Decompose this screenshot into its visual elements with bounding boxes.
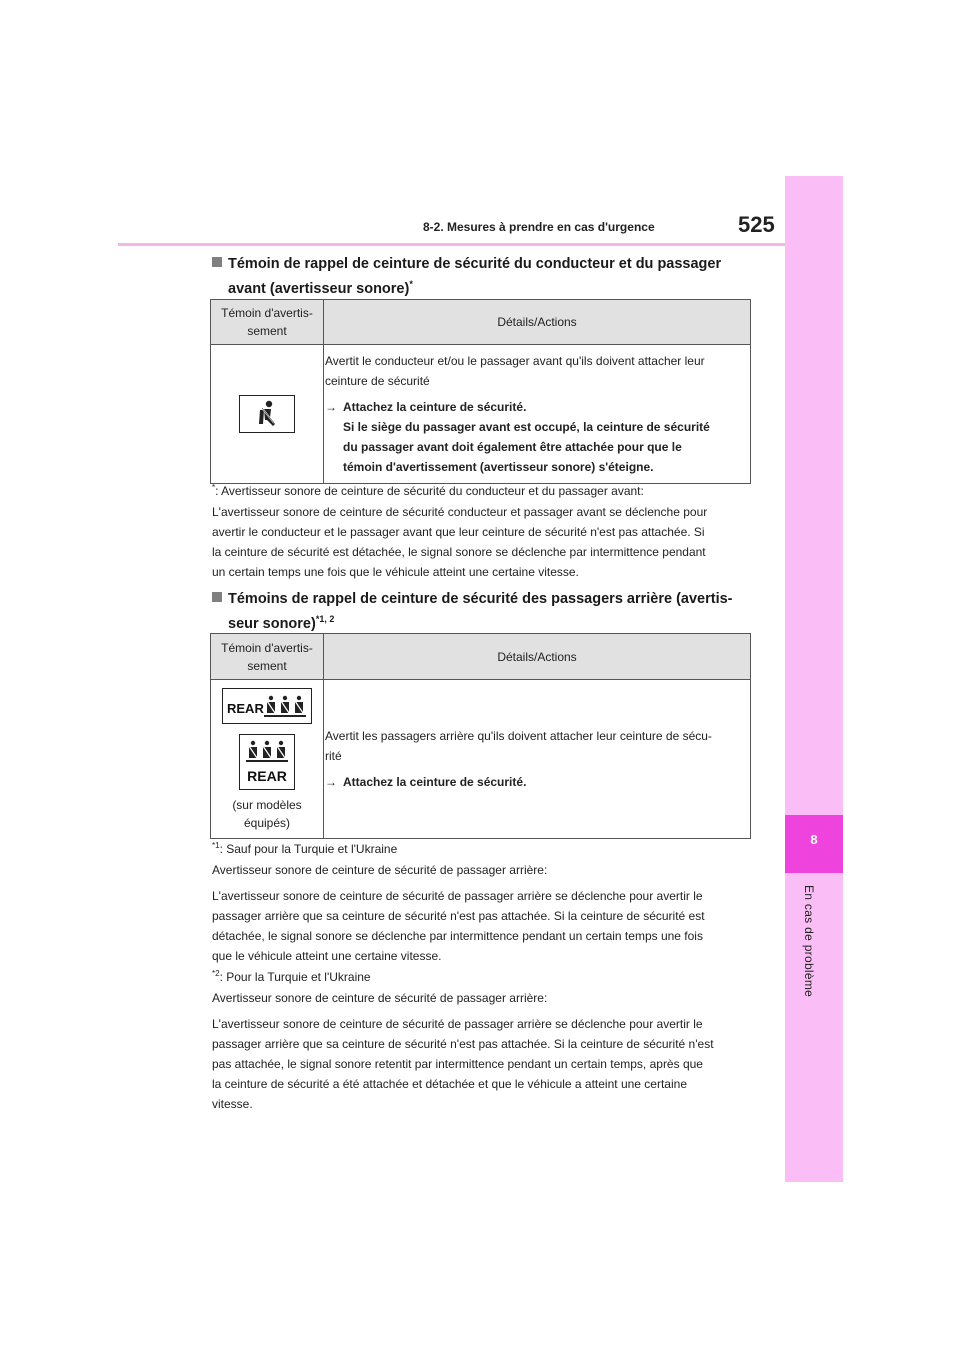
- chapter-title: En cas de problème: [802, 885, 816, 998]
- column-header-details: Détails/Actions: [324, 634, 751, 680]
- footnote-1-paragraph: L'avertisseur sonore de ceinture de sécurité de passager arrière se déclenche pour avertir le passager arrière que sa ceinture de sécurité n'est pas attachée. Si la ceinture de sécurité est détachée, le signal sonore se déclenche par intermittence pendant un certain temps une fois que le véhicule atteint une certaine vitesse.: [212, 889, 705, 963]
- column-header-icon: Témoin d'avertis- sement: [211, 300, 324, 345]
- footnote-mark: *: [409, 279, 413, 289]
- rear-seatbelt-icon-alt: [239, 734, 295, 790]
- arrow-icon: →: [325, 400, 337, 414]
- footnote-mark: *1, 2: [315, 614, 335, 624]
- warning-table-rear: [210, 633, 751, 839]
- footnote-2-subtitle: Avertisseur sonore de ceinture de sécurité de passager arrière:: [212, 991, 548, 1005]
- page-number: 525: [738, 212, 775, 237]
- column-header-icon: Témoin d'avertis- sement: [211, 634, 324, 680]
- section1-heading-line1: Témoin de rappel de ceinture de sécurité du conducteur et du passager: [228, 256, 722, 272]
- rear-seatbelt-icon: [222, 688, 312, 724]
- equipped-note: (sur modèles équipés): [232, 798, 302, 830]
- header-rule: [118, 243, 785, 246]
- footnote-front: *: Avertisseur sonore de ceinture de sécurité du conducteur et du passager avant:: [212, 483, 644, 498]
- chapter-sidebar: [785, 176, 843, 1182]
- footnote-2-paragraph: L'avertisseur sonore de ceinture de sécurité de passager arrière se déclenche pour avertir le passager arrière que sa ceinture de sécurité n'est pas attachée. Si la ceinture de sécurité n'est pas attachée, le signal sonore retentit par intermittence pendant un certain temps, après que la ceinture de sécurité a été attachée et détachée et que le véhicule a atteint une certaine vitesse.: [212, 1017, 714, 1111]
- footnote-2: $^{*2}$: Pour la Turquie et l'Ukraine: [212, 969, 371, 984]
- icon-cell: [211, 680, 324, 839]
- arrow-icon: →: [325, 775, 337, 789]
- paragraph-front: L'avertisseur sonore de ceinture de sécurité conducteur et passager avant se déclenche pour avertir le conducteur et le passager avant que leur ceinture de sécurité n'est pas attachée. Si la ceinture de sécurité est détachée, le signal sonore se déclenche par intermittence pendant un certain temps une fois que le véhicule atteint une certaine vitesse.: [212, 505, 708, 579]
- column-header-details: Détails/Actions: [324, 300, 751, 345]
- details-cell: Avertit les passagers arrière qu'ils doivent attacher leur ceinture de sécu- rité → Attachez la ceinture de sécurité.: [324, 680, 751, 839]
- section-title: 8-2. Mesures à prendre en cas d'urgence: [423, 220, 655, 234]
- seatbelt-reminder-icon: [239, 395, 295, 433]
- svg-text:REAR: REAR: [227, 701, 264, 716]
- section2-heading-line2: seur sonore): [228, 615, 316, 632]
- details-cell: Avertit le conducteur et/ou le passager avant qu'ils doivent attacher leur ceinture de sécurité → Attachez la ceinture de sécurité. Si le siège du passager avant est occupé, la ceinture de sécurité du passager avant doit également être attachée pour que le témoin d'avertissement (avertisseur sonore) s'éteigne.: [324, 345, 751, 484]
- icon-cell: [211, 345, 324, 484]
- section2-heading-line1: Témoins de rappel de ceinture de sécurité des passagers arrière (avertis-: [228, 591, 733, 607]
- section1-heading: [212, 254, 721, 299]
- warning-table-front: [210, 299, 751, 484]
- square-bullet-icon: [212, 257, 222, 267]
- footnote-1-subtitle: Avertisseur sonore de ceinture de sécurité de passager arrière:: [212, 863, 548, 877]
- chapter-number: 8: [810, 832, 818, 847]
- square-bullet-icon: [212, 592, 222, 602]
- section2-heading: [212, 589, 733, 634]
- footnote-1: $^{*1}$: Sauf pour la Turquie et l'Ukraine: [212, 841, 398, 856]
- section1-heading-line2: avant (avertisseur sonore): [228, 280, 410, 297]
- svg-text:REAR: REAR: [247, 768, 287, 784]
